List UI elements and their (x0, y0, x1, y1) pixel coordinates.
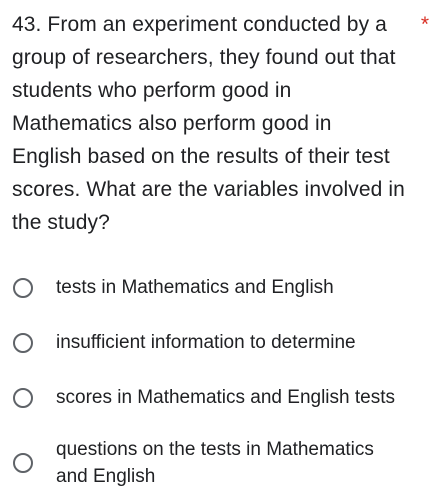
radio-button-icon[interactable] (13, 388, 33, 408)
option-tests-in-mathematics-and-english[interactable] (0, 274, 431, 302)
radio-button-icon[interactable] (13, 453, 33, 473)
option-label: questions on the tests in Mathematics and English (56, 439, 374, 487)
option-label: tests in Mathematics and English (56, 277, 334, 298)
option-label: scores in Mathematics and English tests (56, 387, 395, 408)
question-text: 43. From an experiment conducted by a group of researchers, they found out that students who perform good in Mathematics also perform good in English based on the results of their test scores. What are the variables involved in the study? (12, 13, 405, 234)
option-questions-on-the-tests[interactable] (0, 436, 431, 492)
radio-button-icon[interactable] (13, 278, 33, 298)
radio-button-icon[interactable] (13, 333, 33, 353)
option-label: insufficient information to determine (56, 332, 356, 353)
required-asterisk: * (420, 13, 429, 36)
option-scores-in-mathematics-and-english-tests[interactable] (0, 384, 431, 412)
option-insufficient-information[interactable] (0, 329, 431, 357)
